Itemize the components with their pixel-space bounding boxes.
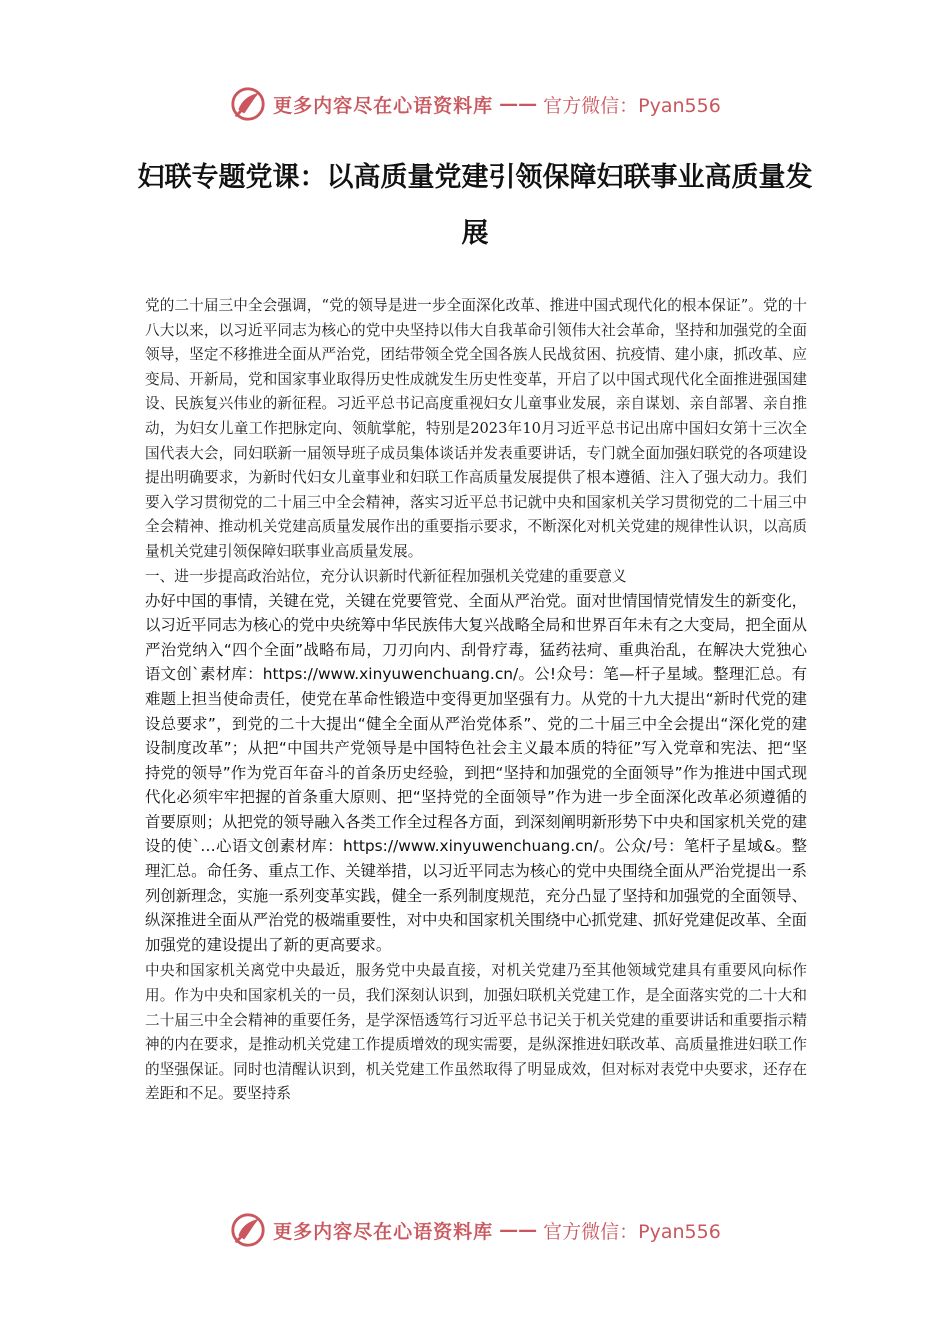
document-body bbox=[145, 294, 807, 1107]
banner-text: 更多内容尽在心语资料库 bbox=[273, 1220, 494, 1243]
intro-paragraph: 党的二十届三中全会强调，“党的领导是进一步全面深化改革、推进中国式现代化的根本保证”。党的十八大以来，以习近平同志为核心的党中央坚持以伟大自我革命引领伟大社会革命，坚持和加强党的全面领导，坚定不移推进全面从严治党，团结带领全党全国各族人民战贫困、抗疫情、建小康，抓改革、应变局、开新局，党和国家事业取得历史性成就发生历史性变革，开启了以中国式现代化全面推进强国建设、民族复兴伟业的新征程。习近平总书记高度重视妇女儿童事业发展，亲自谋划、亲自部署、亲自推动，为妇女儿童工作把脉定向、领航掌舵，特别是2023年10月习近平总书记出席中国妇女第十三次全国代表大会，同妇联新一届领导班子成员集体谈话并发表重要讲话，专门就全面加强妇联党的各项建设提出明确要求，为新时代妇女儿童事业和妇联工作高质量发展提供了根本遵循、注入了强大动力。我们要入学习贯彻党的二十届三中全会精神，落实习近平总书记就中央和国家机关学习贯彻党的二十届三中全会精神、推动机关党建高质量发展作出的重要指示要求，不断深化对机关党建的规律性认识，以高质量机关党建引领保障妇联事业高质量发展。 bbox=[145, 297, 807, 560]
library-logo-icon bbox=[229, 85, 267, 123]
library-logo-icon bbox=[229, 1211, 267, 1249]
banner-separator: —— bbox=[499, 1219, 538, 1241]
banner-contact: 官方微信：Pyan556 bbox=[543, 94, 721, 117]
banner-separator: —— bbox=[499, 93, 538, 115]
body-paragraph-2: 中央和国家机关离党中央最近，服务党中央最直接，对机关党建乃至其他领域党建具有重要风向标作用。作为中央和国家机关的一员，我们深刻认识到，加强妇联机关党建工作，是全面落实党的二十大和二十届三中全会精神的重要任务，是学深悟透笃行习近平总书记关于机关党建的重要讲话和重要指示精神的内在要求，是推动机关党建工作提质增效的现实需要，是纵深推进妇联改革、高质量推进妇联工作的坚强保证。同时也清醒认识到，机关党建工作虽然取得了明显成效，但对标对表党中央要求，还存在差距和不足。要坚持系 bbox=[145, 962, 807, 1103]
section-heading-1: 一、进一步提高政治站位，充分认识新时代新征程加强机关党建的重要意义 bbox=[145, 567, 627, 585]
watermark-banner-top bbox=[0, 82, 950, 126]
banner-contact: 官方微信：Pyan556 bbox=[543, 1220, 721, 1243]
document-title: 妇联专题党课：以高质量党建引领保障妇联事业高质量发展 bbox=[137, 162, 813, 249]
body-paragraph-1: 办好中国的事情，关键在党，关键在党要管党、全面从严治党。面对世情国情党情发生的新变化，以习近平同志为核心的党中央统筹中华民族伟大复兴战略全局和世界百年未有之大变局，把全面从严治党纳入“四个全面”战略布局，刀刃向内、刮骨疗毒，猛药祛疴、重典治乱，在解决大党独心语文创`素材库：https://www.xinyuwenchuang.cn/。公!众号：笔—杆子星域。整理汇总。有难题上担当使命责任，使党在革命性锻造中变得更加坚强有力。从党的十九大提出“新时代党的建设总要求”，到党的二十大提出“健全全面从严治党体系”、党的二十届三中全会提出“深化党的建设制度改革”；从把“中国共产党领导是中国特色社会主义最本质的特征”写入党章和宪法、把“坚持党的领导”作为党百年奋斗的首条历史经验，到把“坚持和加强党的全面领导”作为推进中国式现代化必须牢牢把握的首条重大原则、把“坚持党的全面领导”作为进一步全面深化改革必须遵循的首要原则；从把党的领导融入各类工作全过程各方面，到深刻阐明新形势下中央和国家机关党的建设的使`…心语文创素材库：https://www.xinyuwenchuang.cn/。公众/号：笔杆子星域&。整理汇总。命任务、重点工作、关键举措，以习近平同志为核心的党中央围绕全面从严治党提出一系列创新理念，实施一系列变革实践，健全一系列制度规范，充分凸显了坚持和加强党的全面领导、纵深推进全面从严治党的极端重要性，对中央和国家机关围绕中心抓党建、抓好党建促改革、全面加强党的建设提出了新的更高要求。 bbox=[145, 591, 807, 954]
watermark-banner-bottom bbox=[0, 1208, 950, 1252]
banner-text: 更多内容尽在心语资料库 bbox=[273, 94, 494, 117]
